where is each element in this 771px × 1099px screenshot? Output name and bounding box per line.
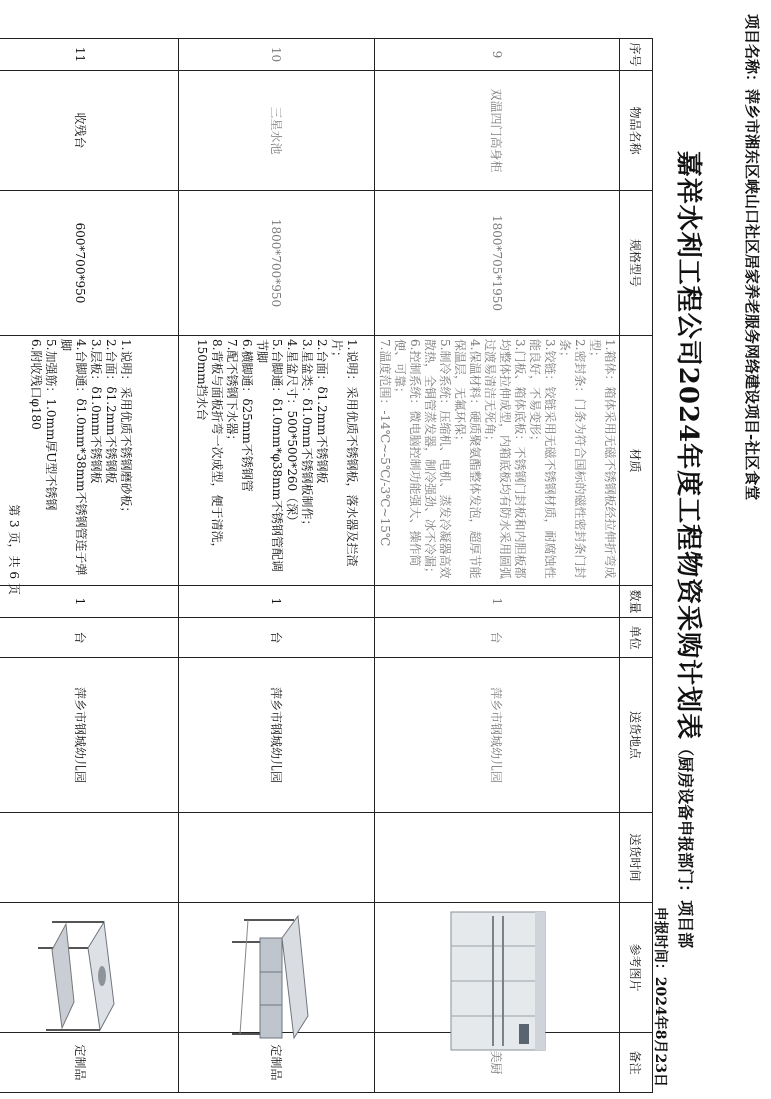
col-location: 送货地点 (620, 658, 653, 813)
document-title (672, 0, 709, 1099)
col-remark: 备注 (620, 1033, 653, 1093)
cell-unit: 台 (179, 618, 375, 658)
project-value: 萍乡市湘东区峡山口社区居家养老服务网络建设项目-社区食堂 (743, 89, 761, 501)
cell-material (179, 336, 375, 586)
material-line: 3.星盆类：δ1.0mm不锈钢板制作； (300, 339, 314, 532)
cell-spec: 600*700*950 (0, 191, 179, 336)
scrap-table-icon (32, 906, 132, 1046)
material-line: 4.台脚通：δ1.0mm*38mm不锈钢管连子弹脚 (59, 339, 88, 576)
cell-spec: 1800*700*950 (179, 191, 375, 336)
material-line: 7.配不锈钢下水器； (225, 339, 239, 447)
page-number: 第 3 页，共 6 页 (7, 504, 21, 595)
material-line: 6.横脚通：δ25mm不锈钢管 (240, 339, 254, 492)
cell-name: 双温四门高身柜 (375, 71, 620, 191)
material-line: 7.温度范围：-14℃~-5℃/-3℃~15℃ (378, 339, 392, 547)
material-line: 1.说明：采用优质不锈钢板，落水器及拦渣片； (330, 339, 359, 567)
material-line: 3.门板、箱体底板：不锈钢门封板和内胆板都均整体拉伸成型，内箱底板均有防水采用圆弧过渡易清洁无死角； (483, 339, 527, 580)
material-line: 1.说明：采用优质不锈钢磨砂板； (119, 339, 133, 519)
cell-time (0, 813, 179, 903)
cell-material (0, 336, 179, 586)
refrigerator-icon (444, 906, 554, 1056)
sink-icon (228, 906, 328, 1046)
material-line: 5.制冷系统：压缩机、电机、蒸发冷凝器高效散热，全铜管蒸发器，制冷强劲、冰不冷漏； (423, 339, 452, 580)
material-line: 1.箱体：箱体采用无磁不锈钢板经拉伸折弯成型； (588, 339, 617, 579)
cell-location: 萍乡市钢城幼儿园 (375, 658, 620, 813)
material-line: 2.密封条：门条为符合国标的磁性密封条门封条； (558, 339, 587, 579)
col-name: 物品名称 (620, 71, 653, 191)
table-row (0, 39, 179, 1093)
project-label: 项目名称： (743, 14, 761, 90)
cell-seq: 9 (375, 39, 620, 71)
cell-unit: 台 (375, 618, 620, 658)
material-line: 2.台面：δ1.2mm不锈钢板 (104, 339, 118, 484)
material-line: 3.层板：δ1.0mm不锈钢板 (89, 339, 103, 484)
cell-name: 收残台 (0, 71, 179, 191)
col-qty: 数量 (620, 586, 653, 618)
material-line: 5.台脚通：δ1.0mm*φ38mm不锈钢管配调节脚 (255, 339, 284, 572)
col-unit: 单位 (620, 618, 653, 658)
material-line: 5.加强筋：1.0mm厚U型不锈钢 (44, 339, 58, 511)
material-line: 6.附收残口φ180 (29, 339, 43, 430)
col-material: 材质 (620, 336, 653, 586)
cell-unit: 台 (0, 618, 179, 658)
cell-seq: 10 (179, 39, 375, 71)
table-row (179, 39, 375, 1093)
material-line: 6.控制系统：微电脑控制功能强大、操作简便、可靠； (393, 339, 422, 567)
cell-picture (0, 903, 179, 1033)
material-line: 4.保温材料：硬质聚氨酯整体发泡，超厚节能保温层，无氟环保； (453, 339, 482, 579)
col-spec: 规格型号 (620, 191, 653, 336)
cell-qty: 1 (0, 586, 179, 618)
cell-qty: 1 (375, 586, 620, 618)
cell-location: 萍乡市钢城幼儿园 (0, 658, 179, 813)
cell-name: 三星水池 (179, 71, 375, 191)
cell-qty: 1 (179, 586, 375, 618)
cell-seq: 11 (0, 39, 179, 71)
cell-remark: 定制品 (0, 1033, 179, 1093)
col-seq: 序号 (620, 39, 653, 71)
cell-remark: 定制品 (179, 1033, 375, 1093)
material-line: 3.铰链：铰链采用无磁不锈钢材质，耐腐蚀性能良好，不易变形； (528, 339, 557, 579)
title-text: 嘉祥水利工程公司2024年度工程物资采购计划表 (673, 150, 703, 741)
table-header-row (620, 39, 653, 1093)
procurement-table (0, 38, 653, 1093)
report-date-label: 申报时间： (652, 906, 668, 977)
material-line: 2.台面：δ1.2mm不锈钢板 (315, 339, 329, 484)
material-line: 8.背板与面板折弯一次成型，便于清洗，150mm挡水台 (195, 339, 224, 555)
cell-remark: 美厨 (375, 1033, 620, 1093)
cell-spec: 1800*705*1950 (375, 191, 620, 336)
col-picture: 参考图片 (620, 903, 653, 1033)
cell-picture (179, 903, 375, 1033)
cell-time (179, 813, 375, 903)
cell-material (375, 336, 620, 586)
material-line: 4.星盆尺寸：500*500*260（深） (285, 339, 299, 528)
cell-picture (375, 903, 620, 1033)
cell-time (375, 813, 620, 903)
title-subtitle: （厨房设备申报部门：项目部 (676, 740, 695, 949)
report-date-value: 2024年8月23日 (652, 976, 668, 1087)
project-name (742, 14, 763, 500)
report-date (651, 907, 671, 1087)
cell-location: 萍乡市钢城幼儿园 (179, 658, 375, 813)
table-row (375, 39, 620, 1093)
col-time: 送货时间 (620, 813, 653, 903)
